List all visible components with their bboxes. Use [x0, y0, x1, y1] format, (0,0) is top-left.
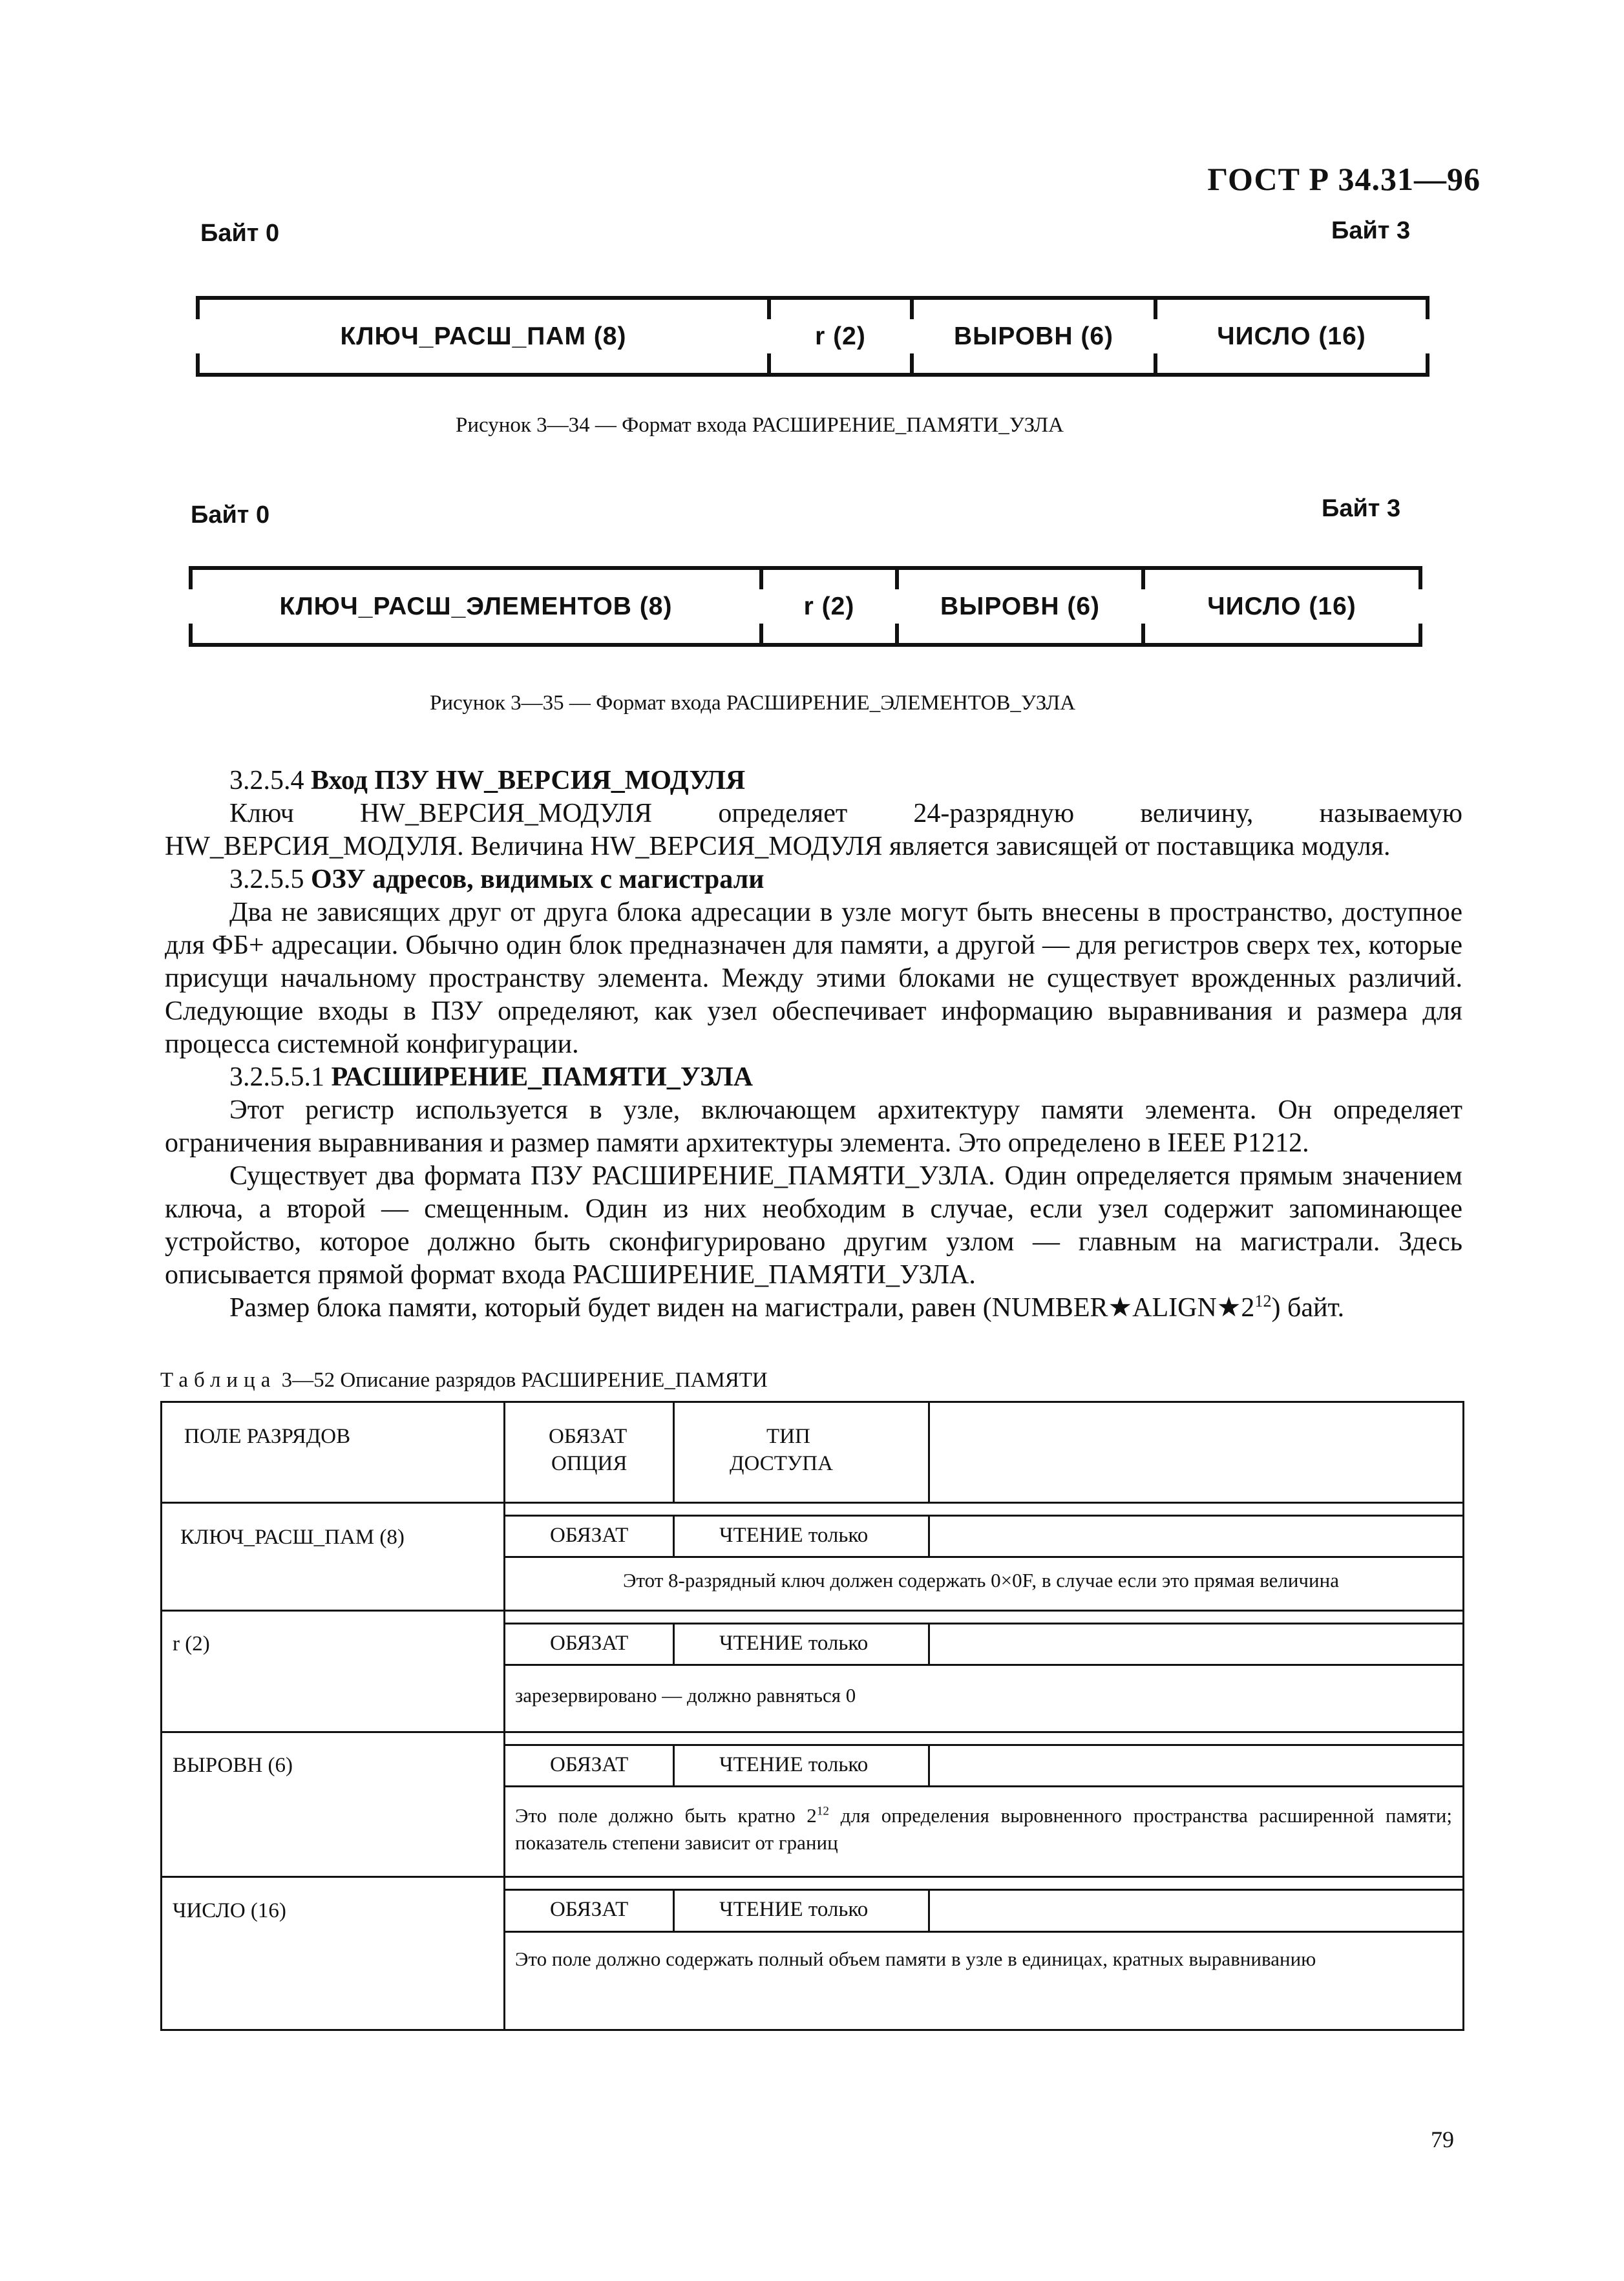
bit-description-table	[160, 1401, 1464, 2031]
text-run: Размер блока памяти, который будет виден на магистрали, равен (NUMBER★ALIGN★2	[229, 1293, 1255, 1323]
paragraph: Существует два формата ПЗУ РАСШИРЕНИЕ_ПАМЯТИ_УЗЛА. Один определяется прямым значением ключа, а второй — смещенным. Один из них необходим в случае, если узел содержит запоминающее устройство, которое должно быть сконфигурировано другим узлом — главным на магистрали. Здесь описывается прямой формат входа РАСШИРЕНИЕ_ПАМЯТИ_УЗЛА.	[165, 1161, 1462, 1290]
byte-0-label: Байт 0	[200, 220, 280, 247]
section-number: 3.2.5.5.1	[229, 1062, 324, 1092]
table-cell-access: ЧТЕНИЕ только	[719, 1632, 869, 1655]
section-title: РАСШИРЕНИЕ_ПАМЯТИ_УЗЛА	[331, 1062, 754, 1092]
column-header-mandatory: ОБЯЗАТ	[549, 1425, 627, 1448]
byte-3-label: Байт 3	[1331, 217, 1411, 244]
section-heading-3-2-5-5-1	[165, 1061, 1462, 1094]
table-cell-description	[515, 1802, 1452, 1856]
table-cell-mandatory: ОБЯЗАТ	[550, 1524, 629, 1547]
section-number: 3.2.5.4	[229, 766, 304, 795]
section-number: 3.2.5.5	[229, 865, 304, 894]
field-key-mem-ext: КЛЮЧ_РАСШ_ПАМ (8)	[340, 322, 627, 350]
paragraph: Этот регистр используется в узле, включающем архитектуру памяти элемента. Он определяет ограничения выравнивания и размер памяти архитектуры элемента. Это определено в IEEE P1212.	[165, 1095, 1462, 1158]
table-label: Таблица	[160, 1369, 277, 1392]
field-align: ВЫРОВН (6)	[940, 592, 1100, 620]
table-cell-field: r (2)	[173, 1632, 210, 1656]
table-cell-description: Этот 8-разрядный ключ должен содержать 0×0F, в случае если это прямая величина	[623, 1569, 1339, 1592]
column-header-type: ТИП	[766, 1425, 810, 1448]
superscript: 12	[1254, 1292, 1272, 1310]
table-cell-description: Это поле должно содержать полный объем памяти в узле в единицах, кратных выравниванию	[515, 1948, 1316, 1970]
text-run: для определения выровненного пространства расширенной памяти; показатель степени зависит от границ	[515, 1804, 1453, 1854]
table-cell-field: КЛЮЧ_РАСШ_ПАМ (8)	[180, 1526, 405, 1549]
superscript: 12	[816, 1804, 830, 1818]
section-heading-3-2-5-5	[165, 863, 1462, 896]
table-cell-access: ЧТЕНИЕ только	[719, 1753, 869, 1776]
table-caption: 3—52 Описание разрядов РАСШИРЕНИЕ_ПАМЯТИ	[281, 1369, 768, 1392]
table-title	[160, 1369, 768, 1393]
column-header-field: ПОЛЕ РАЗРЯДОВ	[184, 1425, 351, 1448]
field-key-elem-ext: КЛЮЧ_РАСШ_ЭЛЕМЕНТОВ (8)	[279, 592, 673, 620]
text-run: Это поле должно быть кратно 2	[515, 1804, 817, 1827]
bit-field-diagram	[191, 566, 1422, 647]
field-number: ЧИСЛО (16)	[1217, 322, 1366, 350]
figure-caption: Рисунок 3—35 — Формат входа РАСШИРЕНИЕ_ЭЛЕМЕНТОВ_УЗЛА	[430, 691, 1076, 715]
table-cell-field: ЧИСЛО (16)	[173, 1899, 286, 1922]
paragraph	[165, 1292, 1462, 1325]
field-reserved: r (2)	[815, 322, 866, 350]
table-cell-description: зарезервировано — должно равняться 0	[515, 1684, 856, 1707]
section-heading-3-2-5-4	[165, 764, 1462, 797]
paragraph: Ключ HW_ВЕРСИЯ_МОДУЛЯ определяет 24-разрядную величину, называемую HW_ВЕРСИЯ_МОДУЛЯ. Величина HW_ВЕРСИЯ_МОДУЛЯ является зависящей от поставщика модуля.	[165, 799, 1462, 861]
column-header-option: ОПЦИЯ	[551, 1452, 627, 1475]
paragraph: Два не зависящих друг от друга блока адресации в узле могут быть внесены в пространство, доступное для ФБ+ адресации. Обычно один блок предназначен для памяти, а другой — для регистров сверх тех, которые присущи начальному пространству элемента. Между этими блоками не существует врожденных различий. Следующие входы в ПЗУ определяют, как узел обеспечивает информацию выравнивания и размера для процесса системной конфигурации.	[165, 898, 1462, 1059]
field-number: ЧИСЛО (16)	[1207, 592, 1356, 620]
table-cell-field: ВЫРОВН (6)	[173, 1754, 293, 1777]
byte-3-label: Байт 3	[1322, 495, 1401, 522]
document-standard-id: ГОСТ Р 34.31—96	[1207, 161, 1481, 197]
field-align: ВЫРОВН (6)	[953, 322, 1113, 350]
bit-field-diagram	[198, 296, 1429, 377]
byte-0-label: Байт 0	[191, 501, 270, 529]
section-title: ОЗУ адресов, видимых с магистрали	[311, 865, 765, 894]
table-cell-mandatory: ОБЯЗАТ	[550, 1898, 629, 1921]
table-cell-mandatory: ОБЯЗАТ	[550, 1753, 629, 1776]
page-number: 79	[1431, 2127, 1454, 2152]
field-reserved: r (2)	[803, 592, 855, 620]
column-header-access: ДОСТУПА	[730, 1452, 833, 1475]
body-text	[165, 764, 1462, 1325]
table-cell-access: ЧТЕНИЕ только	[719, 1898, 869, 1921]
section-title: Вход ПЗУ HW_ВЕРСИЯ_МОДУЛЯ	[311, 766, 746, 795]
figure-caption: Рисунок 3—34 — Формат входа РАСШИРЕНИЕ_ПАМЯТИ_УЗЛА	[456, 414, 1064, 437]
text-run: ) байт.	[1271, 1293, 1345, 1323]
table-cell-mandatory: ОБЯЗАТ	[550, 1632, 629, 1655]
table-cell-access: ЧТЕНИЕ только	[719, 1524, 869, 1547]
